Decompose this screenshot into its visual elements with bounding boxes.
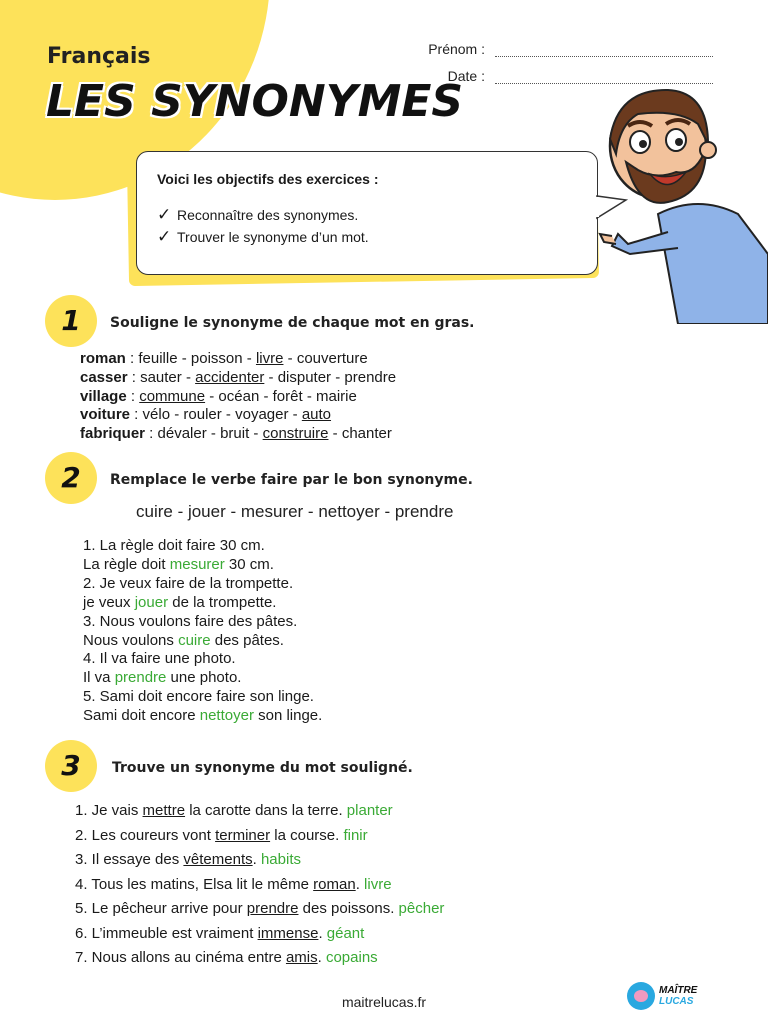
exercise-2-answer: je veux jouer de la trompette. [83,593,277,611]
answer-word: prendre [114,669,167,687]
prenom-label: Prénom : [428,41,485,57]
exercise-2-answer: La règle doit mesurer 30 cm. [83,555,274,573]
bold-word: roman [80,350,126,367]
logo-text-line2: LUCAS [659,996,694,1007]
answer-word: planter [346,802,393,819]
exercise-3-item: 6. L’immeuble est vraiment immense. géant [75,924,365,942]
exercise-3-instruction: Trouve un synonyme du mot souligné. [112,760,413,776]
exercise-2-answer: Nous voulons cuire des pâtes. [83,631,284,649]
exercise-3-item: 1. Je vais mettre la carotte dans la terre. planter [75,802,393,819]
checkmark-icon: ✓ [157,205,172,224]
exercise-1-row: roman : feuille - poisson - livre - couverture [80,350,368,367]
exercise-1-list [80,350,396,444]
exercise-1-row: village : commune - océan - forêt - mairie [80,387,357,405]
exercise-2-question: 1. La règle doit faire 30 cm. [83,537,265,554]
prenom-field[interactable] [495,44,713,57]
bold-word: village [80,387,127,405]
date-field[interactable] [495,71,713,84]
date-label: Date : [447,68,485,84]
underlined-word: terminer [215,826,271,844]
objective-item: ✓ Trouver le synonyme d’un mot. [157,227,369,246]
option-word[interactable]: construire [262,425,329,443]
option-word[interactable]: voyager [235,406,289,424]
brain-logo-icon [627,982,655,1010]
option-word[interactable]: poisson [190,350,243,367]
answer-word: mesurer [169,555,225,573]
option-word[interactable]: vélo [142,406,171,424]
exercise-2-answer: Il va prendre une photo. [83,669,242,687]
exercise-2-answer: Sami doit encore nettoyer son linge. [83,707,323,725]
exercise-3-item: 5. Le pêcheur arrive pour prendre des poissons. pêcher [75,900,445,917]
exercise-2-question: 3. Nous voulons faire des pâtes. [83,612,298,630]
bold-word: casser [80,368,128,386]
option-word[interactable]: disputer [277,368,332,386]
exercise-2-instruction: Remplace le verbe faire par le bon synonyme. [110,472,473,488]
option-word[interactable]: prendre [344,368,397,386]
answer-word: jouer [134,593,169,611]
exercise-1-badge: 1 [45,295,97,347]
objectives-heading: Voici les objectifs des exercices : [157,171,379,187]
exercise-3-list [75,799,444,971]
option-word[interactable]: couverture [296,350,368,367]
option-word[interactable]: commune [139,387,206,405]
exercise-2-word-bank: cuire - jouer - mesurer - nettoyer - prendre [136,502,454,521]
footer-site-link[interactable]: maitrelucas.fr [341,994,427,1010]
option-word[interactable]: forêt [272,387,303,405]
page-title: LES SYNONYMES [46,76,464,127]
prenom-row [420,41,713,57]
exercise-3-badge: 3 [45,740,97,792]
maitre-lucas-logo [627,982,717,1012]
exercise-2-question: 2. Je veux faire de la trompette. [83,574,294,592]
option-word[interactable]: océan [218,387,260,405]
logo-text-line1: MAÎTRE [659,985,698,996]
underlined-word: vêtements [183,851,253,868]
exercise-1-row: casser : sauter - accidenter - disputer - prendre [80,368,397,386]
answer-word: copains [325,949,378,966]
exercise-2-badge: 2 [45,452,97,504]
option-word[interactable]: dévaler [157,425,207,443]
teacher-character-illustration [598,84,768,324]
exercise-3-item: 3. Il essaye des vêtements. habits [75,851,301,868]
objective-item: ✓ Reconnaître des synonymes. [157,205,359,224]
bold-word: fabriquer [80,425,146,443]
exercise-1-row: fabriquer : dévaler - bruit - construire - chanter [80,425,392,443]
bold-word: voiture [80,406,131,424]
objectives-bubble [136,151,598,275]
option-word[interactable]: bruit [220,425,250,443]
option-word[interactable]: chanter [341,425,392,443]
exercise-3-item: 4. Tous les matins, Elsa lit le même roman. livre [75,875,392,893]
option-word[interactable]: rouler [183,406,222,424]
answer-word: géant [326,924,365,942]
checkmark-icon: ✓ [157,227,172,246]
option-word[interactable]: sauter [140,368,182,386]
option-word[interactable]: livre [255,350,284,367]
exercise-1-instruction: Souligne le synonyme de chaque mot en gras. [110,315,475,331]
answer-word: livre [364,875,392,893]
exercise-2-list [83,537,322,726]
date-row [420,68,713,84]
underlined-word: amis [285,949,318,966]
exercise-2-question: 5. Sami doit encore faire son linge. [83,688,314,706]
exercise-2-question: 4. Il va faire une photo. [83,650,236,668]
answer-word: habits [260,851,301,868]
underlined-word: prendre [246,900,299,917]
exercise-1-row: voiture : vélo - rouler - voyager - auto [80,406,332,424]
answer-word: cuire [178,631,211,649]
option-word[interactable]: auto [301,406,332,424]
option-word[interactable]: feuille [138,350,178,367]
option-word[interactable]: accidenter [195,368,265,386]
answer-word: pêcher [398,900,445,917]
answer-word: finir [343,826,368,844]
subject-label: Français [47,44,151,69]
underlined-word: mettre [142,802,186,819]
exercise-3-item: 7. Nous allons au cinéma entre amis. copains [75,949,378,966]
underlined-word: immense [257,924,319,942]
answer-word: nettoyer [199,707,254,725]
underlined-word: roman [313,875,356,893]
option-word[interactable]: mairie [316,387,357,405]
exercise-3-item: 2. Les coureurs vont terminer la course. finir [75,826,368,844]
